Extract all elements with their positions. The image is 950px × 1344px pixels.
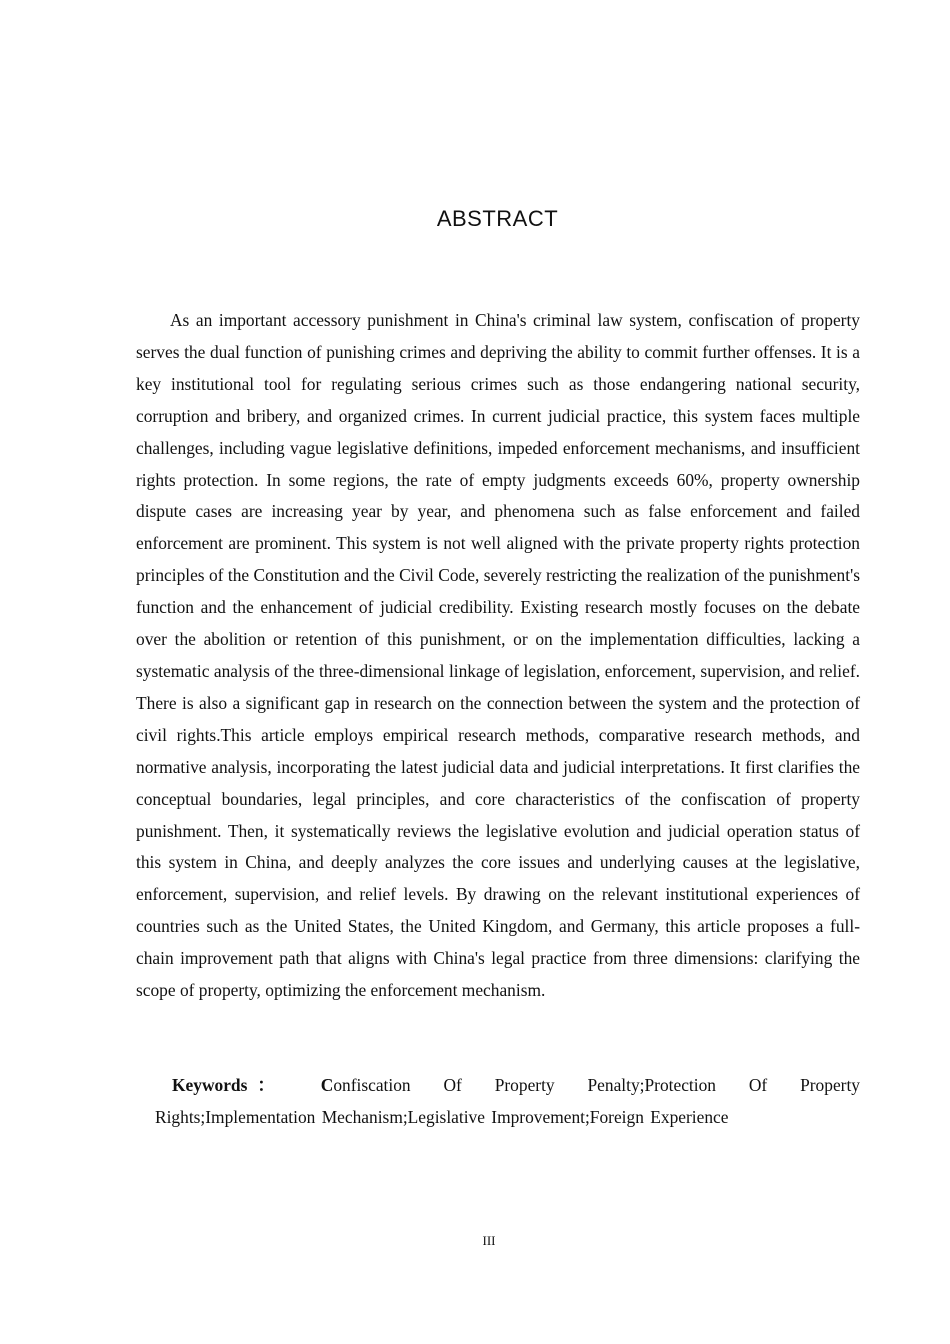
- keywords-line: [155, 1070, 860, 1134]
- keywords-text: onfiscation Of Property Penalty;Protection Of Property Rights;Implementation Mechanism;Legislative Improvement;Foreign Experience: [155, 1075, 860, 1127]
- keywords-colon: ：: [257, 1075, 275, 1095]
- abstract-title: ABSTRACT: [436, 206, 559, 231]
- keywords-first-letter: C: [320, 1075, 334, 1095]
- page-number: III: [482, 1233, 496, 1248]
- abstract-body: As an important accessory punishment in China's criminal law system, confiscation of property serves the dual function of punishing crimes and depriving the ability to commit further offenses. It is a key institutional tool for regulating serious crimes such as those endangering national security, corruption and bribery, and organized crimes. In current judicial practice, this system faces multiple challenges, including vague legislative definitions, impeded enforcement mechanisms, and insufficient rights protection. In some regions, the rate of empty judgments exceeds 60%, property ownership dispute cases are increasing year by year, and phenomena such as false enforcement and failed enforcement are prominent. This system is not well aligned with the private property rights protection principles of the Constitution and the Civil Code, severely restricting the realization of the punishment's function and the enhancement of judicial credibility. Existing research mostly focuses on the debate over the abolition or retention of this punishment, or on the implementation difficulties, lacking a systematic analysis of the three-dimensional linkage of legislation, enforcement, supervision, and relief. There is also a significant gap in research on the connection between the system and the protection of civil rights.This article employs empirical research methods, comparative research methods, and normative analysis, incorporating the latest judicial data and judicial interpretations. It first clarifies the conceptual boundaries, legal principles, and core characteristics of the confiscation of property punishment. Then, it systematically reviews the legislative evolution and judicial operation status of this system in China, and deeply analyzes the core issues and underlying causes at the legislative, enforcement, supervision, and relief levels. By drawing on the relevant institutional experiences of countries such as the United States, the United Kingdom, and Germany, this article proposes a full-chain improvement path that aligns with China's legal practice from three dimensions: clarifying the scope of property, optimizing the enforcement mechanism.: [136, 310, 860, 1001]
- keywords-label: Keywords: [172, 1075, 248, 1095]
